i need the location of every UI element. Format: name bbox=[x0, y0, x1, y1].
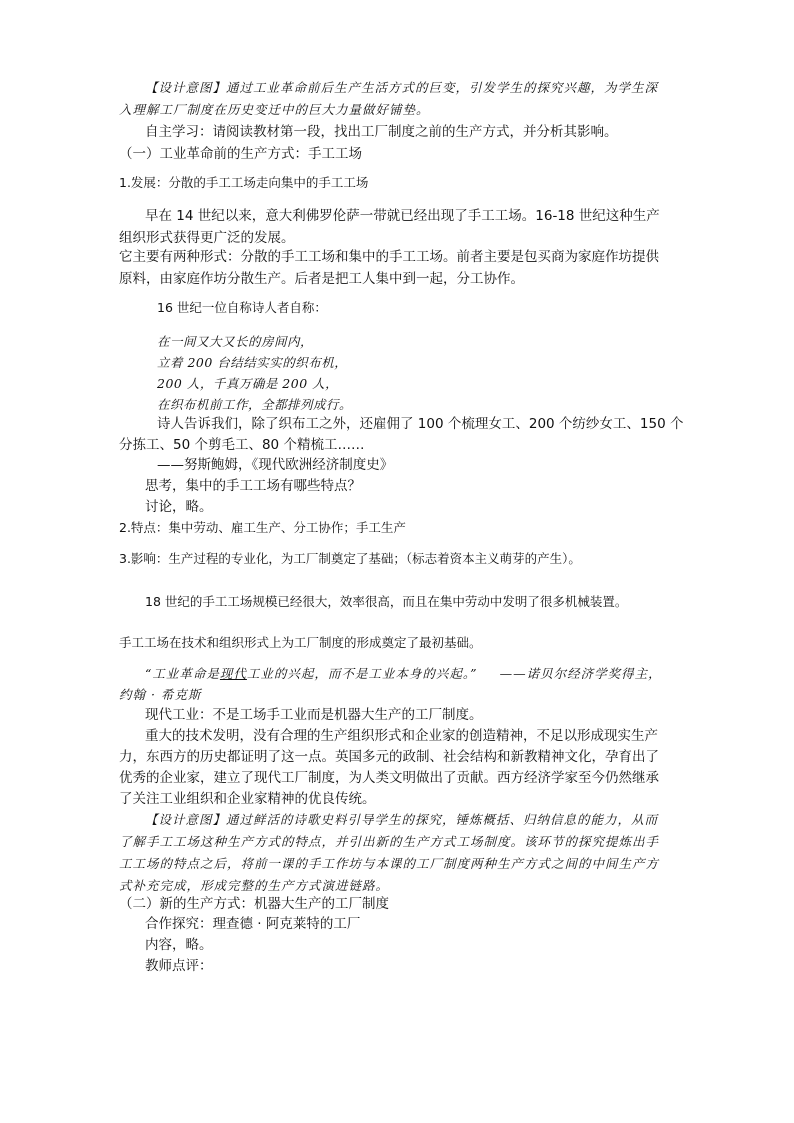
poem-line-2: 立着 200 台结结实实的织布机， bbox=[157, 355, 348, 370]
design-intent-2-line-3: 工工场的特点之后，将前一课的手工作坊与本课的工厂制度两种生产方式之间的中间生产方 bbox=[119, 856, 660, 871]
teacher-comment: 教师点评： bbox=[145, 958, 213, 974]
section-2-title: （二）新的生产方式：机器大生产的工厂制度 bbox=[119, 896, 389, 912]
section-1-title: （一）工业革命前的生产方式：手工工场 bbox=[119, 146, 362, 162]
design-intent-2-line-2: 了解手工工场这种生产方式的特点，并引出新的生产方式工场制度。该环节的探究提炼出手 bbox=[119, 834, 660, 849]
design-intent-2-line-4: 式补充完成，形成完整的生产方式演进链路。 bbox=[119, 878, 390, 893]
quote-underlined: 现代 bbox=[219, 666, 247, 681]
para-18th-century: 18 世纪的手工工场规模已经很大，效率很高，而且在集中劳动中发明了很多机械装置。 bbox=[145, 594, 628, 609]
item-2-features: 2.特点：集中劳动、雇工生产、分工协作；手工生产 bbox=[119, 520, 406, 535]
foundation-statement: 手工工场在技术和组织形式上为工厂制度的形成奠定了最初基础。 bbox=[119, 635, 482, 650]
modern-industry-def: 现代工业：不是工场手工业而是机器大生产的工厂制度。 bbox=[145, 707, 483, 723]
cooperative-inquiry: 合作探究：理查德 · 阿克莱特的工厂 bbox=[145, 916, 361, 932]
source-citation: ——努斯鲍姆，《现代欧洲经济制度史》 bbox=[157, 457, 394, 473]
item-3-impact: 3.影响：生产过程的专业化，为工厂制奠定了基础；（标志着资本主义萌芽的产生）。 bbox=[119, 551, 581, 566]
poet-tell-line-1: 诗人告诉我们，除了织布工之外，还雇佣了 100 个梳理女工、200 个纺纱女工、150 个 bbox=[157, 416, 684, 432]
poet-intro: 16 世纪一位自称诗人者自称： bbox=[157, 300, 327, 315]
quote-attribution: ——诺贝尔经济学奖得主， bbox=[499, 666, 662, 681]
poem-line-1: 在一间又大又长的房间内， bbox=[157, 334, 314, 349]
item-1-development: 1.发展：分散的手工工场走向集中的手工工场 bbox=[119, 175, 369, 190]
para-origin-line-2: 组织形式获得更广泛的发展。 bbox=[119, 230, 295, 246]
para-forms-line-2: 原料，由家庭作坊分散生产。后者是把工人集中到一起，分工协作。 bbox=[119, 271, 524, 287]
quote-rest: 工业的兴起，而不是工业本身的兴起。” bbox=[246, 666, 478, 681]
para-important-line-4: 了关注工业组织和企业家精神的优良传统。 bbox=[119, 791, 376, 807]
content-note: 内容，略。 bbox=[145, 937, 213, 953]
design-intent-2-line-1: 【设计意图】通过鲜活的诗歌史料引导学生的探究，锤炼概括、归纳信息的能力，从而 bbox=[145, 812, 659, 827]
poem-line-4: 在织布机前工作，全都排列成行。 bbox=[157, 397, 353, 412]
poet-tell-line-2: 分拣工、50 个剪毛工、80 个精梳工…… bbox=[119, 437, 365, 453]
design-intent-1-line-1: 【设计意图】通过工业革命前后生产生活方式的巨变，引发学生的探究兴趣，为学生深 bbox=[145, 80, 659, 95]
quote-attribution-name: 约翰 · 希克斯 bbox=[119, 687, 202, 702]
think-question: 思考，集中的手工工场有哪些特点？ bbox=[145, 478, 361, 494]
para-important-line-3: 优秀的企业家，建立了现代工厂制度，为人类文明做出了贡献。西方经济学家至今仍然继承 bbox=[119, 770, 659, 786]
para-important-line-2: 力，东西方的历史都证明了这一点。英国多元的政制、社会结构和新教精神文化，孕育出了 bbox=[119, 749, 659, 765]
discuss-note: 讨论，略。 bbox=[145, 499, 213, 515]
poem-line-3: 200 人，千真万确是 200 人， bbox=[157, 376, 339, 391]
hicks-quote bbox=[145, 665, 662, 683]
para-origin-line-1: 早在 14 世纪以来，意大利佛罗伦萨一带就已经出现了手工工场。16-18 世纪这种生产 bbox=[145, 208, 660, 224]
para-important-line-1: 重大的技术发明，没有合理的生产组织形式和企业家的创造精神，不足以形成现实生产 bbox=[145, 728, 658, 744]
self-study-prompt: 自主学习：请阅读教材第一段，找出工厂制度之前的生产方式，并分析其影响。 bbox=[145, 124, 618, 140]
para-forms-line-1: 它主要有两种形式：分散的手工工场和集中的手工工场。前者主要是包买商为家庭作坊提供 bbox=[119, 249, 659, 265]
design-intent-1-line-2: 入理解工厂制度在历史变迁中的巨大力量做好铺垫。 bbox=[119, 102, 430, 117]
quote-open: “工业革命是 bbox=[145, 666, 220, 681]
